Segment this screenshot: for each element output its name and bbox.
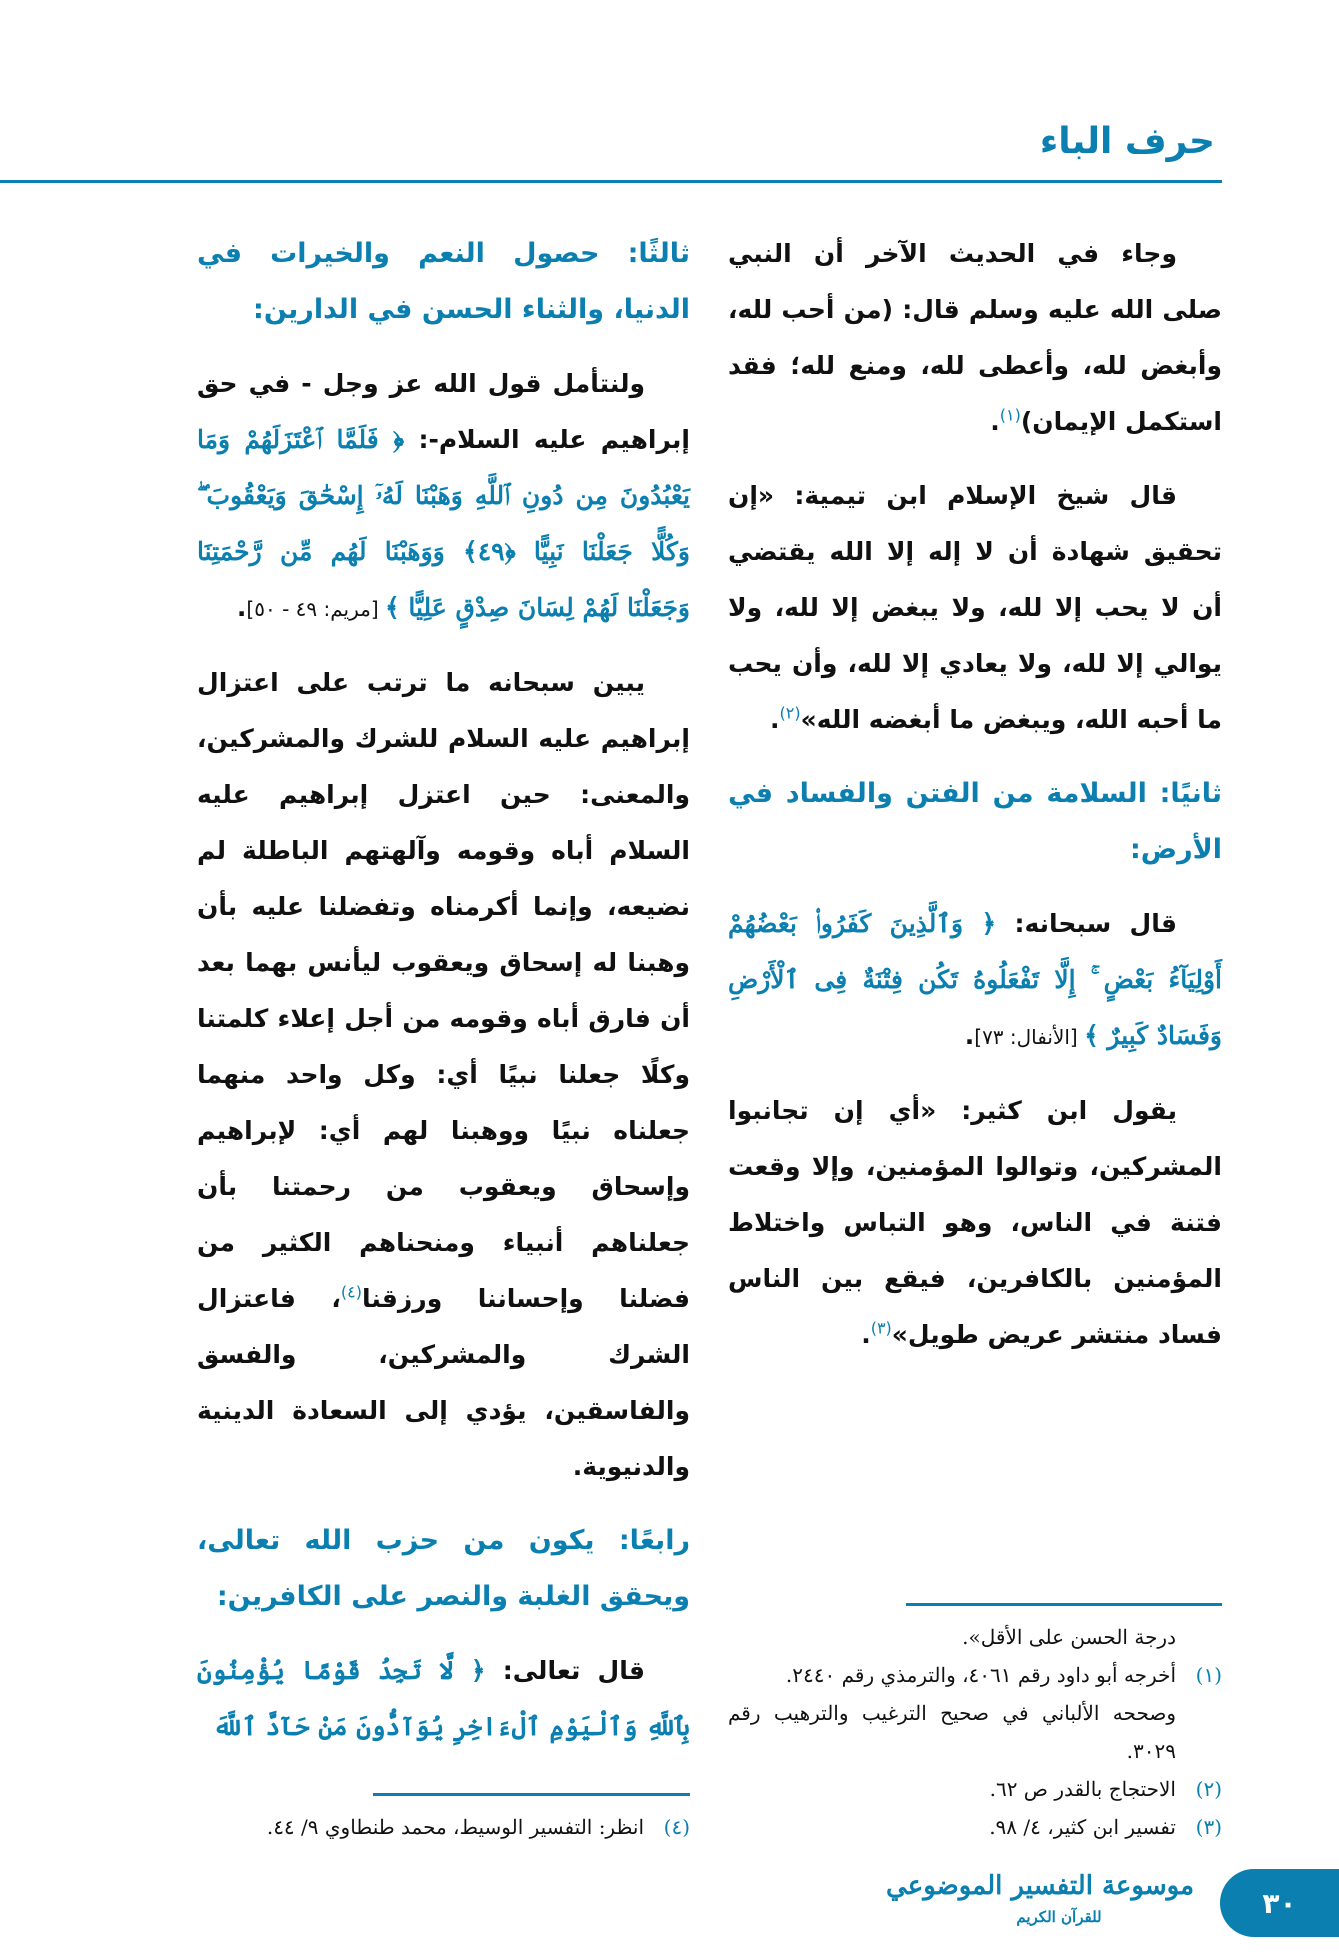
section-heading-third: ثالثًا: حصول النعم والخيرات في الدنيا، والثناء الحسن في الدارين: xyxy=(197,238,690,325)
footnotes-left xyxy=(197,1808,690,1846)
quran-verse: ﴿ فَلَمَّا ٱعْتَزَلَهُمْ وَمَا يَعْبُدُونَ مِن دُونِ ٱللَّهِ وَهَبْنَا لَهُۥٓ إِسْحَٰقَ وَيَعْقُوبَ ۖ وَكُلًّا جَعَلْنَا نَبِيًّا ﴿٤٩﴾ وَوَهَبْنَا لَهُم مِّن رَّحْمَتِنَا وَجَعَلْنَا لَهُمْ لِسَانَ صِدْقٍ عَلِيًّا ﴾ xyxy=(197,425,690,622)
page-body xyxy=(0,226,1339,1846)
quran-verse: ﴿ لَّا تَجِدُ قَوْمًا يُؤْمِنُونَ بِٱللَّهِ وَٱلْيَوْمِ ٱلْءَاخِرِ يُوَآدُّونَ مَنْ حَآدَّ ٱللَّهَ xyxy=(197,1656,690,1741)
footnote-number: (٣) xyxy=(1195,1815,1222,1839)
paragraph-quran-anfal xyxy=(728,896,1222,1065)
footnote-area-right xyxy=(728,1583,1222,1846)
footnote-item xyxy=(728,1694,1222,1770)
footnote-number xyxy=(1176,1618,1222,1656)
section-heading-second: ثانيًا: السلامة من الفتن والفساد في الأرض: xyxy=(728,778,1222,865)
period: . xyxy=(769,705,780,734)
paragraph-explanation xyxy=(197,655,690,1495)
verse-citation: [الأنفال: ٧٣] xyxy=(974,1025,1085,1049)
page-number: ٣٠ xyxy=(1220,1869,1339,1937)
logo-subtitle: للقرآن الكريم xyxy=(1016,1908,1102,1926)
footnote-divider-right xyxy=(906,1603,1222,1606)
paragraph-lead: قال تعالى: xyxy=(485,1656,645,1685)
encyclopedia-logo xyxy=(886,1866,1194,1928)
footnote-ref-3[interactable]: (٣) xyxy=(870,1318,892,1338)
footnote-number: (٢) xyxy=(1195,1777,1222,1801)
page-header xyxy=(0,0,1339,183)
period: . xyxy=(861,1320,871,1349)
footnote-number: (١) xyxy=(1195,1663,1222,1687)
paragraph-lead: قال سبحانه: xyxy=(996,909,1177,938)
quran-verse: ﴿ وَٱلَّذِينَ كَفَرُوا۟ بَعْضُهُمْ أَوْلِيَآءُ بَعْضٍ ۚ إِلَّا تَفْعَلُوهُ تَكُن فِتْنَةٌ فِى ٱلْأَرْضِ وَفَسَادٌ كَبِيرٌ ﴾ xyxy=(728,909,1222,1050)
paragraph-ibn-taymiyyah xyxy=(728,468,1222,748)
footnote-item xyxy=(728,1618,1222,1656)
footnote-text: انظر: التفسير الوسيط، محمد طنطاوي ٩/ ٤٤. xyxy=(266,1815,644,1839)
footnote-text: درجة الحسن على الأقل». xyxy=(962,1625,1176,1649)
paragraph-text: وجاء في الحديث الآخر أن النبي صلى الله عليه وسلم قال: (من أحب لله، وأبغض لله، وأعطى لله، ومنع لله؛ فقد استكمل الإيمان) xyxy=(728,239,1222,436)
chapter-title: حرف الباء xyxy=(1039,121,1215,162)
paragraph-text: يبين سبحانه ما ترتب على اعتزال إبراهيم عليه السلام للشرك والمشركين، والمعنى: حين اعتزل إبراهيم عليه السلام أباه وقومه وآلهتهم الباطلة لم نضيعه، وإنما أكرمناه وتفضلنا عليه بأن وهبنا له إسحاق ويعقوب ليأنس بهما بعد أن فارق أباه وقومه من أجل إعلاء كلمتنا وكلًا جعلنا نبيًا أي: وكل واحد منهما جعلناه نبيًا ووهبنا لهم أي: لإبراهيم وإسحاق ويعقوب من رحمتنا بأن جعلناهم أنبياء ومنحناهم الكثير من فضلنا وإحساننا ورزقنا xyxy=(197,668,690,1313)
footnote-item xyxy=(728,1656,1222,1694)
footnote-text: أخرجه أبو داود رقم ٤٠٦١، والترمذي رقم ٢٤٤٠. xyxy=(785,1663,1176,1687)
section-heading-fourth: رابعًا: يكون من حزب الله تعالى، ويحقق الغلبة والنصر على الكافرين: xyxy=(197,1525,690,1612)
paragraph-hadith xyxy=(728,226,1222,450)
footnote-item xyxy=(197,1808,690,1846)
logo-title: موسوعة التفسير الموضوعي xyxy=(886,1871,1194,1901)
footnote-text: الاحتجاج بالقدر ص ٦٢. xyxy=(989,1777,1176,1801)
footnote-divider-left xyxy=(373,1793,690,1796)
period: . xyxy=(990,407,1000,436)
paragraph-text: يقول ابن كثير: «أي إن تجانبوا المشركين، وتوالوا المؤمنين، وإلا وقعت فتنة في الناس، وهو التباس واختلاط المؤمنين بالكافرين، فيقع بين الناس فساد منتشر عريض طويل» xyxy=(728,1096,1222,1349)
footnote-text: تفسير ابن كثير، ٤/ ٩٨. xyxy=(989,1815,1176,1839)
footnote-ref-2[interactable]: (٢) xyxy=(779,703,801,723)
period: . xyxy=(964,1021,975,1050)
page-footer xyxy=(0,1866,1339,1956)
footnote-ref-1[interactable]: (١) xyxy=(999,405,1021,425)
paragraph-text: قال شيخ الإسلام ابن تيمية: «إن تحقيق شهادة أن لا إله إلا الله يقتضي أن لا يحب إلا لله، ولا يبغض إلا لله، ولا يوالي إلا لله، ولا يعادي إلا لله، وأن يحب ما أحبه الله، ويبغض ما أبغضه الله» xyxy=(728,481,1222,734)
right-column xyxy=(728,226,1222,1846)
paragraph-quran-maryam xyxy=(197,356,690,637)
footnote-number: (٤) xyxy=(663,1815,690,1839)
footnote-text: وصححه الألباني في صحيح الترغيب والترهيب رقم ٣٠٢٩. xyxy=(728,1701,1176,1763)
left-column xyxy=(197,226,690,1846)
period: . xyxy=(236,593,247,622)
footnote-item xyxy=(728,1770,1222,1808)
paragraph-ibn-kathir xyxy=(728,1083,1222,1363)
footnote-area-left xyxy=(197,1773,690,1846)
paragraph-lead: ولنتأمل قول الله عز وجل - في حق إبراهيم عليه السلام-: xyxy=(197,369,691,454)
footnote-item xyxy=(728,1808,1222,1846)
verse-citation: [مريم: ٤٩ - ٥٠] xyxy=(246,597,386,621)
footnote-number xyxy=(1176,1694,1222,1770)
header-divider xyxy=(0,180,1222,183)
paragraph-text-rest: ، فاعتزال الشرك والمشركين، والفسق والفاسقين، يؤدي إلى السعادة الدينية والدنيوية. xyxy=(197,1284,690,1481)
paragraph-quran-mujadila xyxy=(197,1643,690,1755)
footnote-ref-4[interactable]: (٤) xyxy=(340,1282,362,1302)
footnotes-right xyxy=(728,1618,1222,1846)
